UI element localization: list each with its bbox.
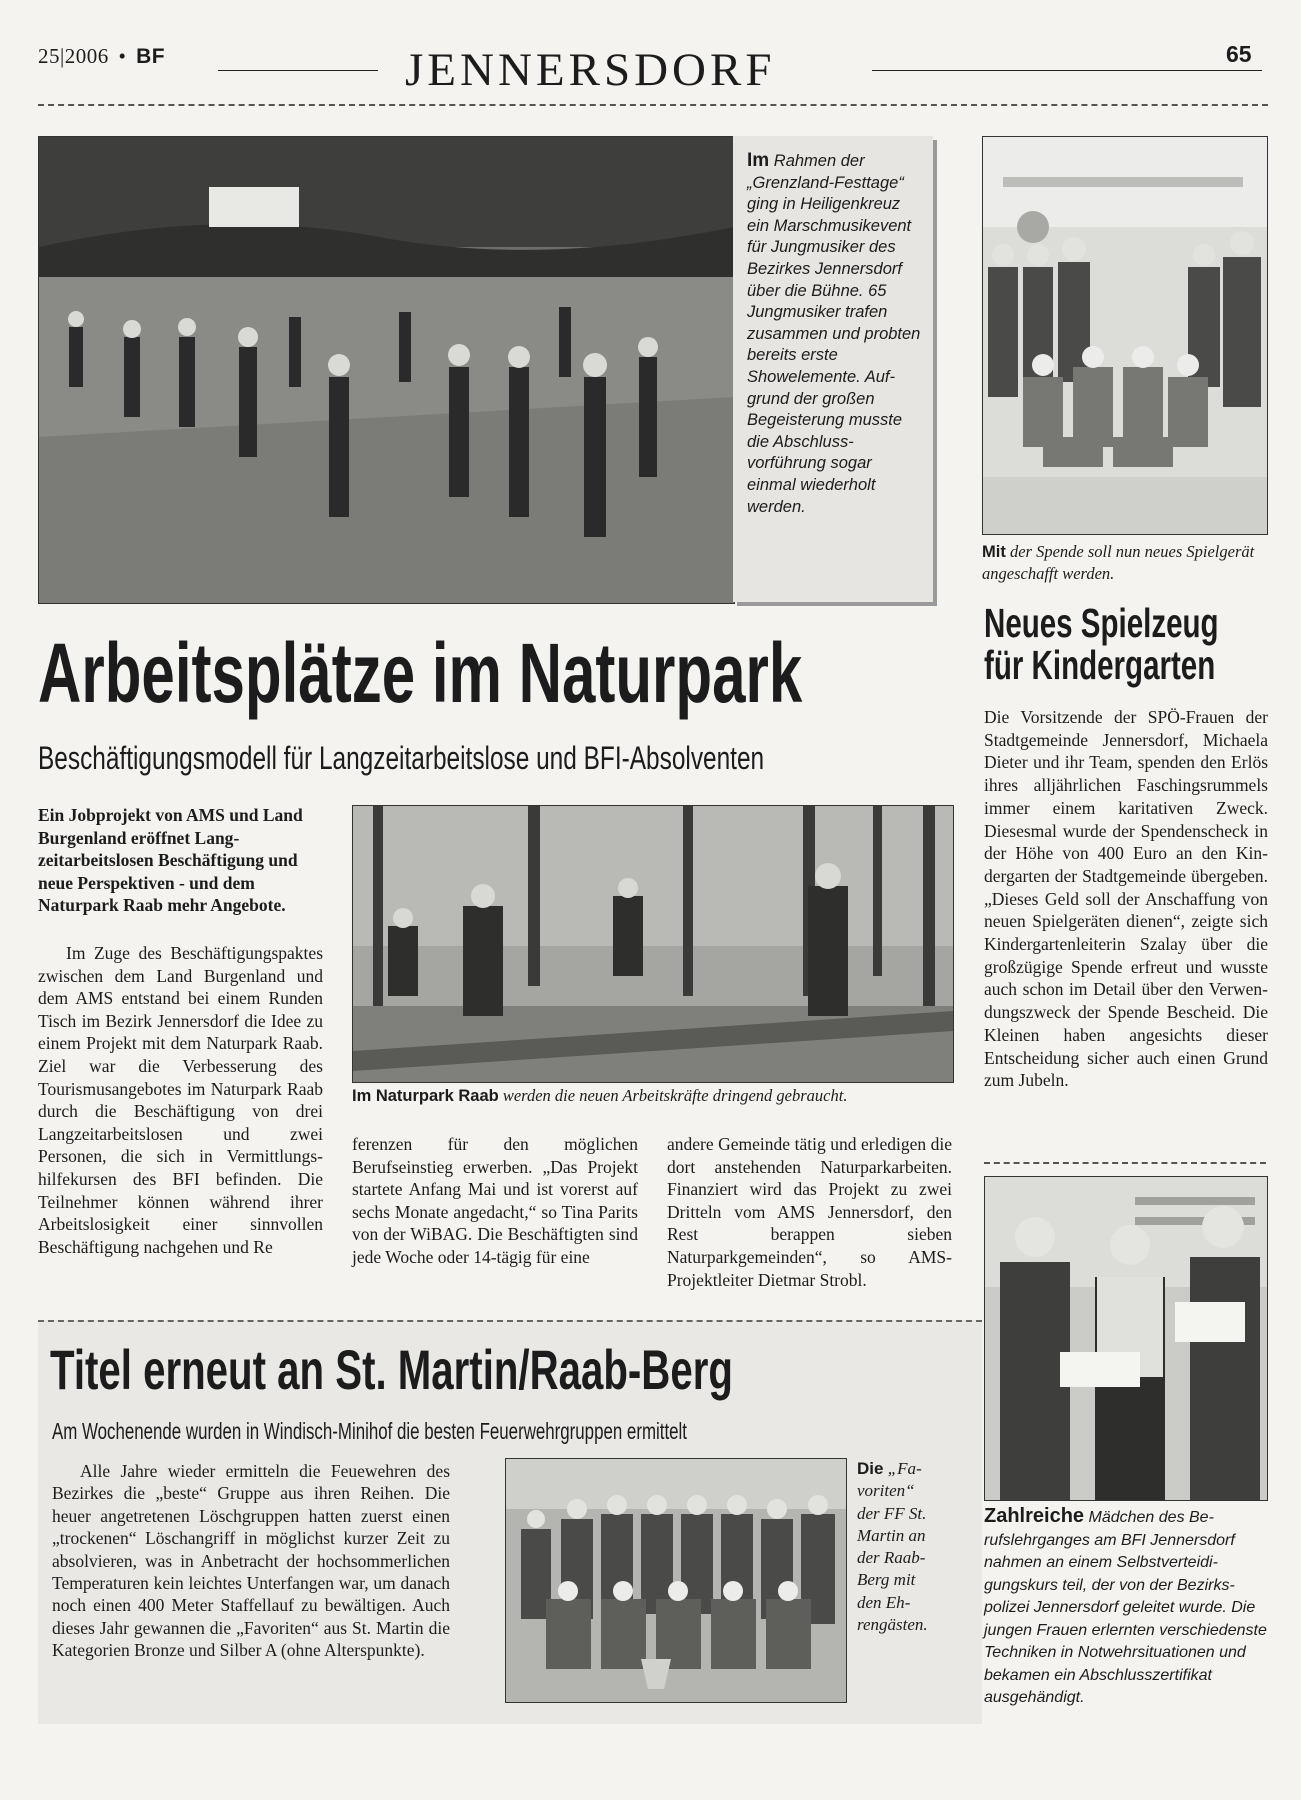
firefighter-caption-text: „Favoriten“ der FF St. Martin an der RaabBerg mit den Ehrengästen.: [857, 1459, 928, 1635]
bfi-photo-caption: [984, 1505, 1274, 1710]
issue-number: [38, 44, 165, 69]
kindergarten-image: [983, 137, 1267, 534]
firefighter-photo-caption: [857, 1458, 929, 1636]
section-title: JENNERSDORF: [405, 44, 776, 96]
header-divider: [38, 104, 1268, 106]
bfi-caption-lead: Zahlreiche: [984, 1505, 1085, 1527]
naturpark-lead: Ein Jobprojekt von AMS und Land Burgenland eröffnet Langzeitarbeitslosen Beschäftigung und neue Perspektiven - und dem Naturpark Raab mehr Angebote.: [38, 805, 303, 916]
band-caption-text: Rahmen der „Grenzland-Festtage“ ging in Heiligenkreuz ein Marschmusikevent für Jungmusiker des Bezirkes Jennersdorf über die Bühne. 65 Jungmusiker trafen zusammen und probten bereits erste Showelemente. Aufgrund der großen Begeisterung musste die Abschlussvorführung sogar einmal wiederholt werden.: [747, 152, 921, 516]
naturpark-column-1: Im Zuge des Beschäftigungspaktes zwischen dem Land Burgenland und dem AMS entstand bei einem Runden Tisch im Bezirk Jennersdorf die Idee zu einem Projekt mit dem Naturpark Raab. Ziel war die Verbesserung des Tourismusangebotes im Naturpark Raab durch die Beschäftigung von drei Langzeitarbeitslosen und zwei Personen, die sich in Vermittlungshilfekursen des BFI befinden. Die Teilnehmer können während ihrer Arbeitslosigkeit einer sinnvollen Beschäftigung nachgehen und Re: [38, 943, 323, 1257]
forest-caption-text: werden die neuen Arbeitskräfte dringend gebraucht.: [502, 1086, 848, 1105]
naturpark-column-2: ferenzen für den möglichen Berufseinstieg erwerben. „Das Projekt startete Anfang Mai und ist vorerst auf sechs Monate angedacht,“ so Tina Parits von der WiBAG. Die Beschäftigten sind jede Woche oder 14-tägig für eine: [352, 1134, 638, 1267]
kindergarten-caption-text: der Spende soll nun neues Spielgerät angeschafft werden.: [982, 542, 1255, 583]
band-caption-lead: Im: [747, 150, 770, 171]
marching-band-photo: [38, 136, 735, 604]
feuerwehr-subheadline-text: Am Wochenende wurden in Windisch-Minihof die besten Feuerwehrgruppen ermittelt: [52, 1418, 687, 1444]
paper-logo: BF: [136, 45, 166, 68]
firefighter-image: [506, 1459, 846, 1702]
firefighter-caption-lead: Die: [857, 1459, 884, 1478]
bfi-divider: [984, 1162, 1266, 1164]
naturpark-column-3: andere Gemeinde tätig und erledigen die dort anstehenden Naturparkarbeiten. Finanziert wird das Projekt zu zwei Dritteln vom AMS Jennersdorf, den Rest berappen sieben Naturparkgemeinden“, so AMS-Projektleiter Dietmar Strobl.: [667, 1134, 952, 1290]
naturpark-subheadline: [38, 740, 1138, 776]
marching-band-image: [39, 137, 734, 603]
issue-bullet: •: [118, 44, 127, 68]
kindergarten-photo-caption: [982, 541, 1272, 584]
band-photo-caption: [733, 136, 933, 602]
header-rule-right: [872, 70, 1262, 71]
firefighter-team-photo: [505, 1458, 847, 1703]
issue-text: 25|2006: [38, 44, 109, 68]
feuerwehr-headline: [50, 1340, 1050, 1400]
kindergarten-group-photo: [982, 136, 1268, 535]
kindergarten-headline-line1: Neues Spielzeug: [984, 600, 1219, 646]
forest-workers-image: [353, 806, 953, 1082]
naturpark-headline-text: Arbeitsplätze im Naturpark: [38, 626, 803, 720]
page-number: 65: [1226, 41, 1252, 67]
feuerwehr-headline-text: Titel erneut an St. Martin/Raab-Berg: [50, 1338, 733, 1401]
kindergarten-body: Die Vorsitzende der SPÖ-Frauen der Stadtgemeinde Jennersdorf, Michaela Dieter und ihr Team, spenden den Erlös ihres alljährlichen Faschingsrummels immer einem karitativen Zweck. Diesesmal wurde der Spendenscheck in der Höhe von 400 Euro an den Kindergarten der Stadtgemeinde übergeben. „Dieses Geld soll der Anschaffung von neuen Spielgeräten dienen“, zeigte sich Kindergartenleiterin Szalay über die großzügige Spende erfreut und wusste auch schon im Detail über den Verwendungszweck der Spende Bescheid. Die Kleinen haben angesichts dieser Entscheidung sicher auch einen Grund zum Jubeln.: [984, 707, 1268, 1091]
feuerwehr-subheadline: [52, 1418, 1052, 1444]
naturpark-subheadline-text: Beschäftigungsmodell für Langzeitarbeitslose und BFI-Absolventen: [38, 740, 765, 776]
kindergarten-headline-line2: für Kindergarten: [984, 642, 1216, 688]
self-defense-image: [985, 1177, 1267, 1500]
kindergarten-caption-lead: Mit: [982, 543, 1006, 561]
forest-photo-caption: [352, 1086, 962, 1106]
feuerwehr-body: Alle Jahre wieder ermitteln die Feuewehren des Bezirkes die „beste“ Gruppe aus ihren Reihen. Die heuer angetretenen Löschgruppen hatten zuerst einen „trockenen“ Löschangriff in möglichst kurzer Zeit zu absolvieren, was in Anbetracht der hochsommerlichen Temperaturen kein leichtes Unterfangen war, um danach noch einen 400 Meter Staffellauf zu bewältigen. Auch dieses Jahr gewannen die „Favoriten“ aus St. Martin die Kategorien Bronze und Silber A (ohne Alterspunkte).: [52, 1461, 450, 1661]
bfi-caption-text: Mädchen des Berufslehrganges am BFI Jennersdorf nahmen an einem Selbstverteidigungskurs teil, der von der Bezirkspolizei Jennersdorf geleitet wurde. Die jungen Frauen erlernten verschiedenste Techniken in Notwehrsituationen und bekamen ein Abschlusszertifikat ausgehändigt.: [984, 1509, 1267, 1706]
forest-caption-lead: Im Naturpark Raab: [352, 1087, 499, 1105]
naturpark-headline: [38, 628, 1238, 718]
forest-workers-photo: [352, 805, 954, 1083]
header-rule-left: [218, 70, 378, 71]
self-defense-course-photo: [984, 1176, 1268, 1501]
